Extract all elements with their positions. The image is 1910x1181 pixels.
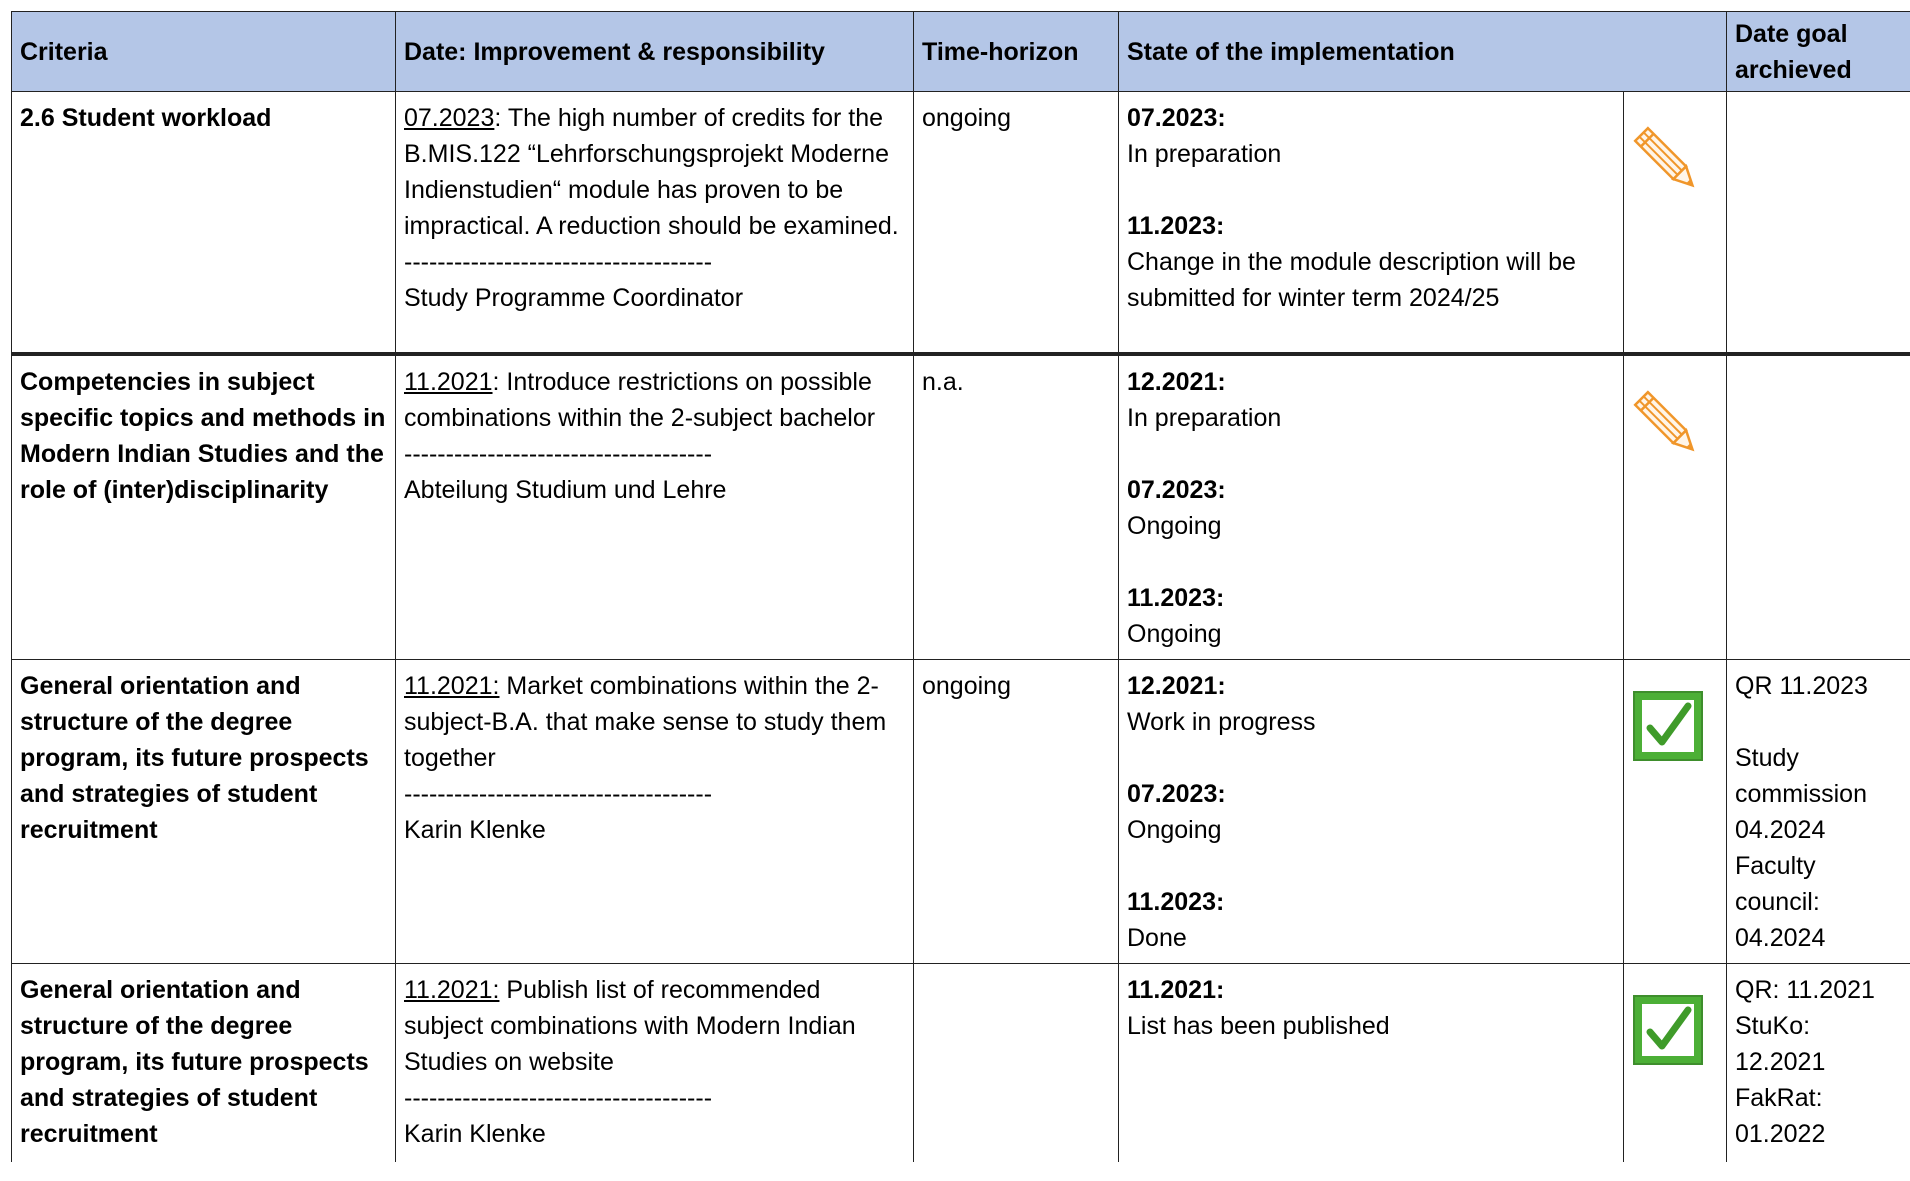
criteria-cell: General orientation and structure of the degree program, its future prospects and strategies of student recruitment	[12, 964, 396, 1163]
table-row	[12, 92, 1910, 355]
goal-line: FakRat: 01.2022	[1735, 1084, 1826, 1148]
improvement-text: : The high number of credits for the B.MIS.122 “Lehrforschungsprojekt Moderne Indienstudien“ module has proven to be impractical. A reduction should be examined.	[404, 104, 899, 240]
status-icon-cell	[1624, 92, 1727, 355]
time-horizon-cell: n.a.	[914, 354, 1119, 660]
state-text: Ongoing	[1127, 816, 1222, 844]
header-time-horizon: Time-horizon	[914, 12, 1119, 92]
state-text: List has been published	[1127, 1012, 1390, 1040]
checkmark-icon	[1632, 994, 1704, 1066]
state-cell	[1119, 92, 1624, 355]
date-goal-cell	[1727, 964, 1910, 1163]
state-text: Work in progress	[1127, 708, 1316, 736]
table-row	[12, 964, 1910, 1163]
state-text: Ongoing	[1127, 620, 1222, 648]
implementation-table	[11, 11, 1910, 1162]
state-date: 11.2023:	[1127, 212, 1225, 240]
state-date: 11.2021:	[1127, 976, 1225, 1004]
checkmark-icon	[1632, 690, 1704, 762]
responsible-person: Karin Klenke	[404, 1120, 546, 1148]
status-icon-cell	[1624, 354, 1727, 660]
status-icon-cell	[1624, 660, 1727, 964]
goal-line: QR: 11.2021	[1735, 976, 1875, 1004]
goal-line: StuKo: 12.2021	[1735, 1012, 1826, 1076]
state-date: 07.2023:	[1127, 780, 1226, 808]
separator-line: -------------------------------------	[404, 440, 713, 468]
state-cell	[1119, 660, 1624, 964]
separator-line: -------------------------------------	[404, 780, 713, 808]
state-text: Ongoing	[1127, 512, 1222, 540]
state-text: In preparation	[1127, 404, 1282, 432]
improvement-date: 11.2021:	[404, 976, 500, 1004]
improvement-cell	[396, 964, 914, 1163]
pencil-icon	[1632, 384, 1702, 464]
improvement-date: 07.2023	[404, 104, 495, 132]
state-text: In preparation	[1127, 140, 1282, 168]
header-row	[12, 12, 1910, 92]
state-text: Change in the module description will be submitted for winter term 2024/25	[1127, 248, 1576, 312]
improvement-date: 11.2021:	[404, 672, 500, 700]
improvement-text: Publish list of recommended subject combinations with Modern Indian Studies on website	[404, 976, 856, 1076]
responsible-person: Abteilung Studium und Lehre	[404, 476, 727, 504]
improvement-text: : Introduce restrictions on possible combinations within the 2-subject bachelor	[404, 368, 876, 432]
goal-line: Study commission 04.2024	[1735, 744, 1867, 844]
header-criteria: Criteria	[12, 12, 396, 92]
goal-line: Faculty council: 04.2024	[1735, 852, 1826, 952]
separator-line: -------------------------------------	[404, 248, 713, 276]
date-goal-cell	[1727, 92, 1910, 355]
state-cell	[1119, 354, 1624, 660]
criteria-cell: 2.6 Student workload	[12, 92, 396, 355]
state-cell	[1119, 964, 1624, 1163]
goal-line: QR 11.2023	[1735, 672, 1868, 700]
header-date-goal	[1727, 12, 1910, 92]
date-goal-cell	[1727, 660, 1910, 964]
state-date: 12.2021:	[1127, 672, 1226, 700]
state-text: Done	[1127, 924, 1187, 952]
improvement-cell	[396, 660, 914, 964]
table-row	[12, 660, 1910, 964]
header-state: State of the implementation	[1119, 12, 1727, 92]
header-date-goal-line2: archieved	[1735, 55, 1852, 84]
date-goal-cell	[1727, 354, 1910, 660]
time-horizon-cell: ongoing	[914, 92, 1119, 355]
state-date: 11.2023:	[1127, 584, 1225, 612]
status-icon-cell	[1624, 964, 1727, 1163]
state-date: 07.2023:	[1127, 104, 1226, 132]
time-horizon-cell	[914, 964, 1119, 1163]
header-date-goal-line1: Date goal	[1735, 19, 1848, 48]
improvement-cell	[396, 92, 914, 355]
responsible-person: Study Programme Coordinator	[404, 284, 744, 312]
header-improvement: Date: Improvement & responsibility	[396, 12, 914, 92]
criteria-cell: General orientation and structure of the degree program, its future prospects and strategies of student recruitment	[12, 660, 396, 964]
responsible-person: Karin Klenke	[404, 816, 546, 844]
state-date: 07.2023:	[1127, 476, 1226, 504]
state-date: 12.2021:	[1127, 368, 1226, 396]
table-row	[12, 354, 1910, 660]
time-horizon-cell: ongoing	[914, 660, 1119, 964]
improvement-cell	[396, 354, 914, 660]
separator-line: -------------------------------------	[404, 1084, 713, 1112]
improvement-date: 11.2021	[404, 368, 493, 396]
improvement-text: Market combinations within the 2- subject-B.A. that make sense to study them together	[404, 672, 887, 772]
criteria-cell: Competencies in subject specific topics and methods in Modern Indian Studies and the role of (inter)disciplinarity	[12, 354, 396, 660]
state-date: 11.2023:	[1127, 888, 1225, 916]
pencil-icon	[1632, 120, 1702, 200]
